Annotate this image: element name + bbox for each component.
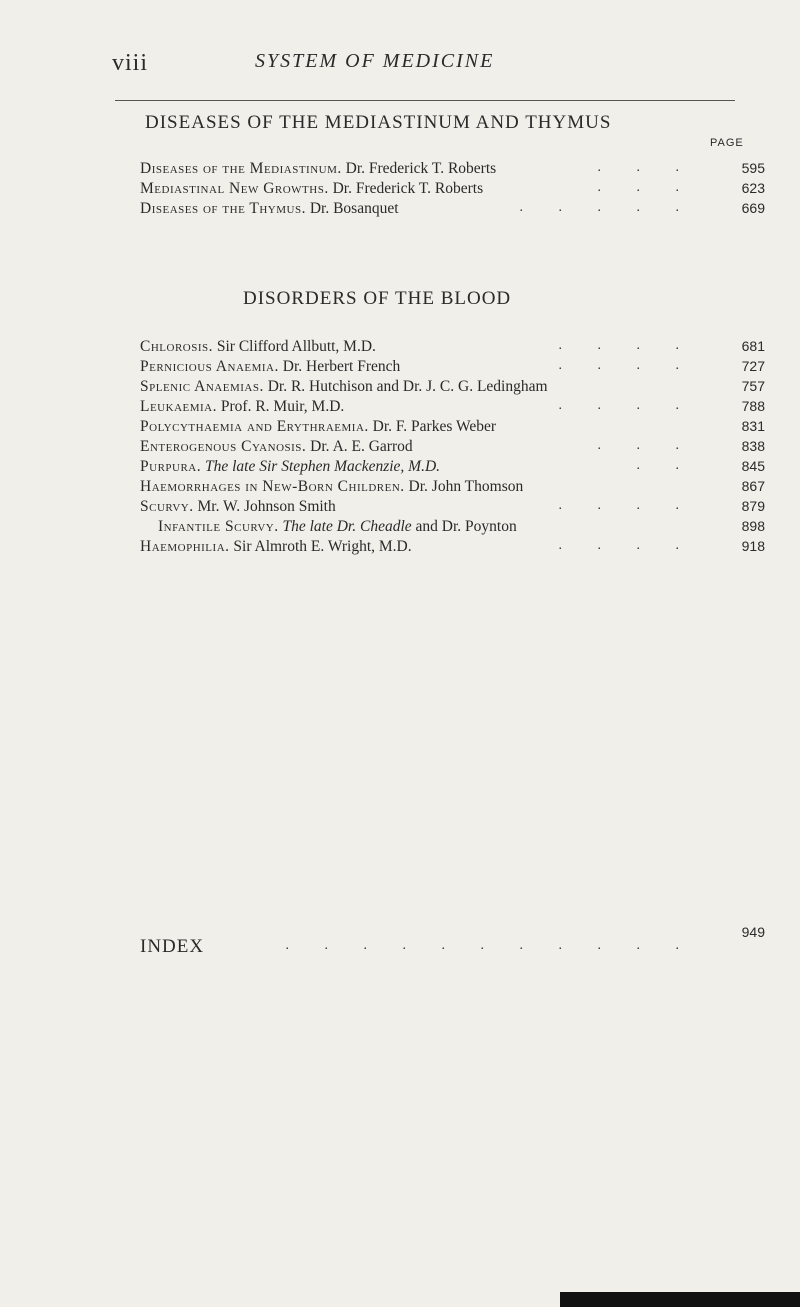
dot-leader: . . . . . [519, 200, 695, 215]
entry-author: Mr. W. Johnson Smith [197, 498, 336, 515]
entry-title: Mediastinal New Growths. [140, 180, 329, 197]
entry-title: Haemophilia. [140, 538, 230, 555]
entry-page: 879 [741, 498, 765, 514]
toc-entry[interactable] [140, 478, 765, 498]
entry-title: Diseases of the Mediastinum. [140, 160, 342, 177]
section-heading-blood: DISORDERS OF THE BLOOD [243, 288, 512, 309]
toc-section-blood [140, 338, 765, 558]
entry-title: Splenic Anaemias. [140, 378, 264, 395]
running-title: SYSTEM OF MEDICINE [255, 50, 495, 72]
entry-author: Sir Almroth E. Wright, M.D. [233, 538, 412, 555]
entry-author: Dr. Bosanquet [309, 200, 399, 217]
entry-page: 727 [741, 358, 765, 374]
toc-entry[interactable] [140, 538, 765, 558]
entry-title: Enterogenous Cyanosis. [140, 438, 307, 455]
entry-title: Pernicious Anaemia. [140, 358, 279, 375]
index-label: INDEX [140, 936, 205, 957]
entry-page: 867 [741, 478, 765, 494]
entry-title: Scurvy. [140, 498, 194, 515]
entry-author: Sir Clifford Allbutt, M.D. [216, 338, 376, 355]
dot-leader: . . [636, 458, 695, 473]
scan-edge-bar [560, 1292, 800, 1307]
entry-page: 838 [741, 438, 765, 454]
page-folio: viii [112, 50, 149, 76]
page-column-label: PAGE [710, 137, 744, 149]
entry-page: 788 [741, 398, 765, 414]
entry-page: 845 [741, 458, 765, 474]
entry-page: 757 [741, 378, 765, 394]
toc-entry[interactable] [140, 358, 765, 378]
running-head [0, 50, 800, 80]
dot-leader: . . . . [558, 498, 695, 513]
toc-entry[interactable] [140, 160, 765, 180]
dot-leader: . . . [597, 180, 695, 195]
entry-page: 595 [741, 160, 765, 176]
toc-entry[interactable] [140, 418, 765, 438]
entry-author-mixed: The late Dr. Cheadle and Dr. Poynton [282, 518, 517, 535]
dot-leader: . . . [597, 160, 695, 175]
toc-entry[interactable] [140, 338, 765, 358]
dot-leader: . . . . [558, 338, 695, 353]
header-rule [115, 100, 735, 101]
toc-entry[interactable] [140, 200, 765, 220]
entry-title: Infantile Scurvy. [158, 518, 279, 535]
entry-page: 681 [741, 338, 765, 354]
toc-entry[interactable] [140, 180, 765, 200]
entry-author: Dr. Frederick T. Roberts [345, 160, 497, 177]
dot-leader: . . . . [558, 538, 695, 553]
entry-page: 898 [741, 518, 765, 534]
entry-author: Dr. A. E. Garrod [310, 438, 413, 455]
entry-title: Haemorrhages in New-Born Children. [140, 478, 405, 495]
toc-entry[interactable] [140, 378, 765, 398]
entry-title: Leukaemia. [140, 398, 218, 415]
entry-title: Chlorosis. [140, 338, 213, 355]
toc-entry[interactable] [140, 498, 765, 518]
entry-page: 831 [741, 418, 765, 434]
dot-leader: . . . . [558, 358, 695, 373]
entry-author: Dr. Herbert French [282, 358, 401, 375]
entry-author: Dr. John Thomson [408, 478, 524, 495]
dot-leader: . . . . [558, 398, 695, 413]
toc-entry[interactable] [140, 458, 765, 478]
entry-page: 918 [741, 538, 765, 554]
toc-entry[interactable] [140, 398, 765, 418]
entry-title: Purpura. [140, 458, 202, 475]
entry-title: Diseases of the Thymus. [140, 200, 306, 217]
dot-leader: . . . [597, 438, 695, 453]
index-page: 949 [741, 924, 765, 940]
entry-author: Dr. Frederick T. Roberts [332, 180, 484, 197]
entry-author: Prof. R. Muir, M.D. [220, 398, 345, 415]
dot-leader: . . . . . . . . . . . [285, 938, 695, 953]
entry-page: 669 [741, 200, 765, 216]
toc-entry[interactable] [140, 438, 765, 458]
entry-author-italic: The late Sir Stephen Mackenzie, M.D. [205, 458, 441, 475]
section-heading-mediastinum: DISEASES OF THE MEDIASTINUM AND THYMUS [145, 112, 612, 133]
entry-title: Polycythaemia and Erythraemia. [140, 418, 369, 435]
toc-entry-index[interactable] [140, 924, 765, 960]
toc-section-mediastinum [140, 160, 765, 220]
toc-entry[interactable] [140, 518, 765, 538]
entry-page: 623 [741, 180, 765, 196]
entry-author: Dr. R. Hutchison and Dr. J. C. G. Ledingham [267, 378, 548, 395]
entry-author: Dr. F. Parkes Weber [372, 418, 497, 435]
